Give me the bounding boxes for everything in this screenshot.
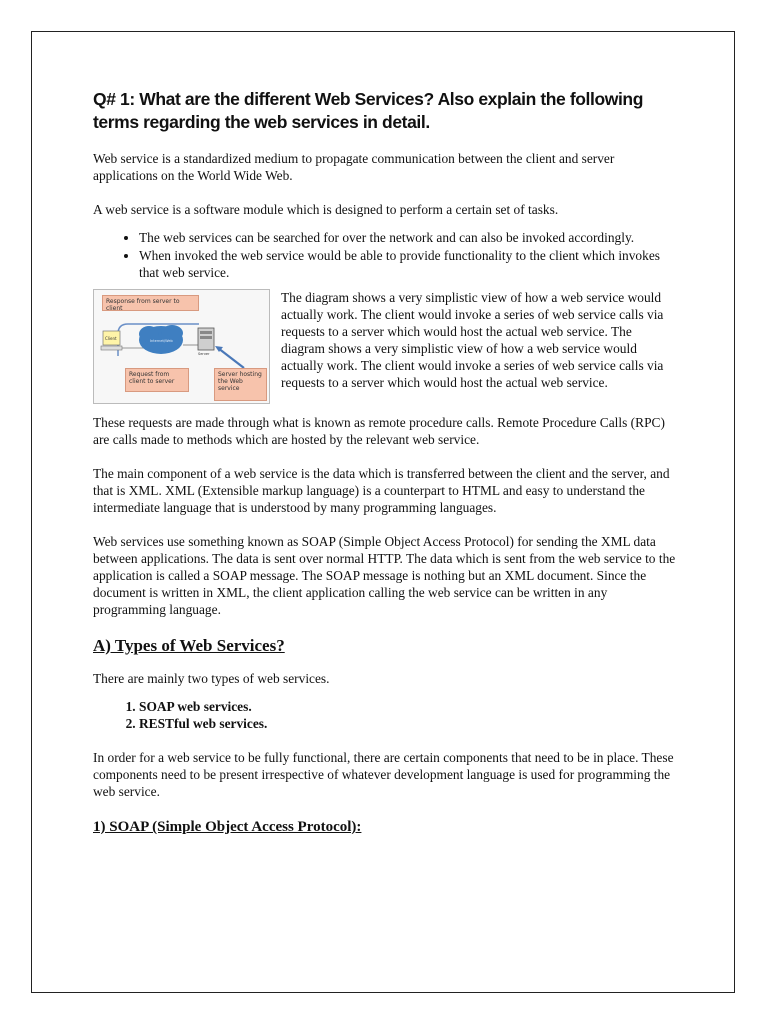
figure-block (93, 291, 677, 404)
bullet-list (93, 229, 677, 281)
paragraph-definition: Web service is a standardized medium to propagate communication between the client and server applications on the World Wide Web. (93, 151, 615, 183)
server-hosting-note-text: Server hosting the Web service (218, 371, 262, 392)
document-content (93, 88, 677, 837)
arrow-line (218, 348, 244, 368)
paragraph-types-intro: There are mainly two types of web services. (93, 671, 330, 686)
paragraph-rpc: These requests are made through what is known as remote procedure calls. Remote Procedure Calls (RPC) are calls made to methods which are hosted by the relevant web service. (93, 415, 665, 447)
request-note-text: Request from client to server (129, 371, 175, 385)
paragraph-components: In order for a web service to be fully functional, there are certain components that need to be in place. These components need to be present irrespective of whatever development language is used for programming the web service. (93, 750, 674, 799)
question-heading: Q# 1: What are the different Web Services? Also explain the following terms regarding the web services in detail. (93, 89, 644, 132)
types-list (93, 698, 677, 732)
paragraph-xml: The main component of a web service is the data which is transferred between the client and the server, and that is XML. XML (Extensible markup language) is a counterpart to HTML and easy to understand the intermediate language that is understood by many programming languages. (93, 466, 670, 515)
paragraph-soap: Web services use something known as SOAP (Simple Object Access Protocol) for sending the XML data between applications. The data is sent over normal HTTP. The data which is sent from the web service to the application is called a SOAP message. The SOAP message is nothing but an XML document. Since the document is written in XML, the client application calling the web service can be written in any programming language. (93, 534, 676, 617)
server-icon (198, 328, 214, 356)
paragraph-software-module: A web service is a software module which is designed to perform a certain set of tasks. (93, 202, 559, 217)
client-label: Client (105, 336, 117, 341)
server-label: Server (198, 352, 210, 356)
client-computer-icon (101, 331, 122, 350)
request-note (125, 368, 189, 392)
web-service-diagram (93, 289, 270, 404)
response-note-text: Response from server to client (106, 298, 180, 312)
bullet-item: • The web services can be searched for over the network and can also be invoked accordingly. (139, 229, 677, 246)
cloud-icon (139, 325, 183, 354)
section-types-title: A) Types of Web Services? (93, 636, 285, 655)
figure-description: The diagram shows a very simplistic view of how a web service would actually work. The client would invoke a series of web service calls via requests to a server which would host the actual web service. The diagram shows a very simplistic view of how a web service would actually work. The client would invoke a series of web service calls via requests to a server which would host the actual web service. (281, 290, 664, 390)
bullet-item: • When invoked the web service would be able to provide functionality to the client which invokes that web service. (139, 247, 677, 281)
server-hosting-note (214, 368, 267, 401)
type-item: 1. SOAP web services. (139, 698, 677, 715)
subsection-soap-title: 1) SOAP (Simple Object Access Protocol): (93, 819, 362, 835)
type-item: 2. RESTful web services. (139, 715, 677, 732)
cloud-label: Internet/Web (150, 339, 173, 343)
